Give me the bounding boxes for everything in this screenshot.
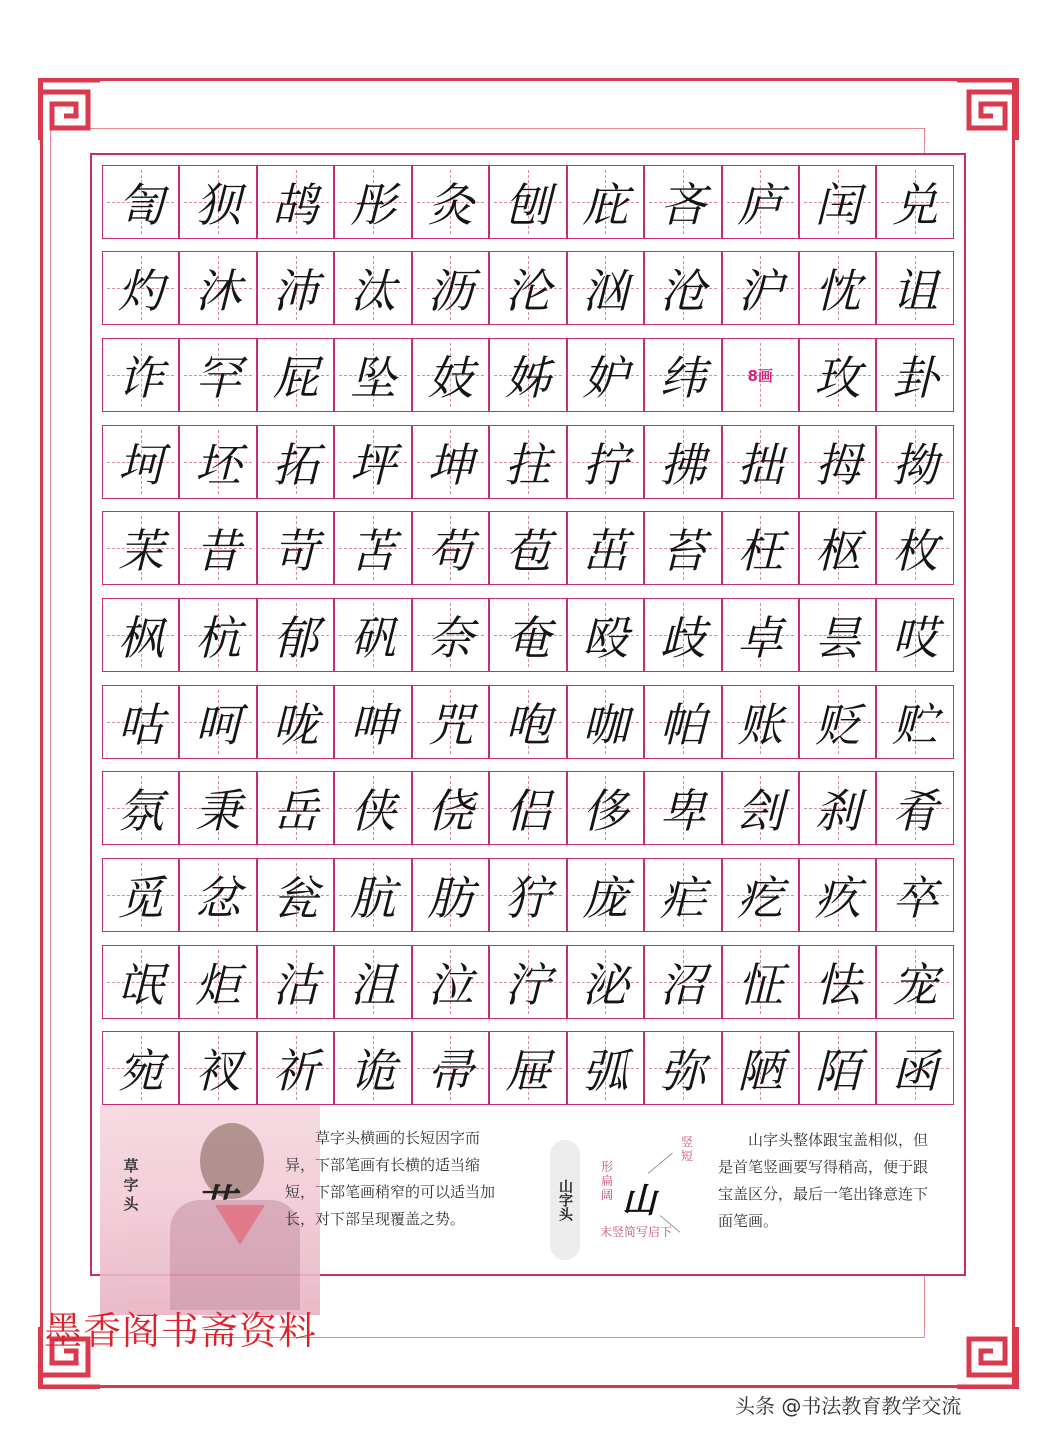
character-text: 矾	[350, 611, 397, 665]
character-text: 坠	[350, 351, 397, 405]
character-text: 杭	[195, 611, 242, 665]
character-text: 忱	[814, 264, 861, 318]
character-text: 觅	[117, 871, 164, 925]
character-cell	[799, 511, 876, 585]
character-cell	[412, 685, 489, 759]
character-cell	[876, 511, 953, 585]
character-cell	[876, 858, 953, 932]
character-cell	[489, 771, 566, 845]
character-cell	[876, 338, 953, 412]
character-text: 苞	[504, 524, 551, 578]
character-text: 苔	[659, 524, 706, 578]
character-text: 呵	[195, 698, 242, 752]
character-text: 秉	[195, 784, 242, 838]
character-cell	[567, 1031, 644, 1105]
character-cell	[179, 1031, 256, 1105]
character-text: 刽	[737, 784, 784, 838]
character-text: 侣	[504, 784, 551, 838]
character-cell	[489, 598, 566, 672]
character-cell	[412, 425, 489, 499]
character-text: 枢	[814, 524, 861, 578]
character-text: 帕	[659, 698, 706, 752]
character-cell	[102, 251, 179, 325]
corner-ornament-top-left	[38, 78, 102, 142]
character-text: 呻	[350, 698, 397, 752]
character-cell	[334, 598, 411, 672]
character-text: 鸪	[272, 178, 319, 232]
character-text: 诈	[117, 351, 164, 405]
character-text: 枉	[737, 524, 784, 578]
character-text: 坪	[350, 438, 397, 492]
character-cell	[876, 598, 953, 672]
character-text: 肮	[350, 871, 397, 925]
source-credit: 头条 @书法教育教学交流	[735, 1394, 962, 1418]
character-text: 狈	[195, 178, 242, 232]
character-cell	[799, 425, 876, 499]
character-cell	[334, 685, 411, 759]
character-text: 拄	[504, 438, 551, 492]
character-text: 苫	[350, 524, 397, 578]
character-text: 怯	[814, 958, 861, 1012]
character-text: 咕	[117, 698, 164, 752]
corner-ornament-top-right	[955, 78, 1019, 142]
shanzitou-title	[550, 1140, 580, 1260]
character-cell	[489, 251, 566, 325]
character-cell	[799, 945, 876, 1019]
character-cell	[722, 1031, 799, 1105]
character-cell	[799, 165, 876, 239]
character-cell	[722, 511, 799, 585]
character-cell	[489, 425, 566, 499]
character-text: 茉	[117, 524, 164, 578]
character-cell	[799, 251, 876, 325]
character-text: 函	[892, 1044, 939, 1098]
character-text: 苛	[272, 524, 319, 578]
character-cell	[102, 425, 179, 499]
character-cell	[489, 338, 566, 412]
character-text: 卓	[737, 611, 784, 665]
character-text: 訇	[117, 178, 164, 232]
grid-row	[102, 165, 954, 239]
character-cell	[722, 685, 799, 759]
character-text: 疟	[659, 871, 706, 925]
character-cell	[257, 165, 334, 239]
character-text: 沪	[737, 264, 784, 318]
annotation-flat-wide: 形扁阔	[600, 1160, 613, 1202]
character-cell	[489, 165, 566, 239]
character-text: 殴	[582, 611, 629, 665]
character-cell	[102, 598, 179, 672]
character-text: 妓	[427, 351, 474, 405]
character-cell	[179, 338, 256, 412]
character-cell	[876, 685, 953, 759]
shanzitou-title-text: 山字头	[557, 1179, 573, 1221]
grid-row	[102, 598, 954, 672]
character-text: 贮	[892, 698, 939, 752]
character-cell	[179, 165, 256, 239]
character-text: 泞	[504, 958, 551, 1012]
character-cell	[102, 685, 179, 759]
character-text: 狞	[504, 871, 551, 925]
character-cell	[257, 945, 334, 1019]
character-cell	[489, 685, 566, 759]
character-text: 疙	[737, 871, 784, 925]
character-cell	[644, 165, 721, 239]
character-cell	[567, 165, 644, 239]
grid-row	[102, 338, 954, 412]
character-text: 灸	[427, 178, 474, 232]
character-cell	[644, 858, 721, 932]
character-text: 汰	[350, 264, 397, 318]
grid-row	[102, 945, 954, 1019]
character-text: 昔	[195, 524, 242, 578]
character-text: 咒	[427, 698, 474, 752]
character-text: 苟	[427, 524, 474, 578]
character-cell	[799, 598, 876, 672]
character-cell	[102, 1031, 179, 1105]
character-cell	[567, 945, 644, 1019]
character-cell	[489, 945, 566, 1019]
character-cell	[644, 511, 721, 585]
character-text: 宠	[892, 958, 939, 1012]
character-text: 刨	[504, 178, 551, 232]
character-cell	[567, 511, 644, 585]
character-cell	[179, 858, 256, 932]
character-text: 拂	[659, 438, 706, 492]
character-cell	[334, 945, 411, 1019]
character-text: 侠	[350, 784, 397, 838]
character-text: 卦	[892, 351, 939, 405]
character-text: 忿	[195, 871, 242, 925]
character-cell	[257, 1031, 334, 1105]
character-text: 卒	[892, 871, 939, 925]
character-cell	[102, 511, 179, 585]
character-text: 帚	[427, 1044, 474, 1098]
character-text: 拇	[814, 438, 861, 492]
character-cell	[644, 598, 721, 672]
character-cell	[257, 771, 334, 845]
character-cell	[567, 685, 644, 759]
corner-ornament-bottom-right	[955, 1325, 1019, 1389]
character-cell	[412, 771, 489, 845]
character-cell	[257, 425, 334, 499]
character-cell	[799, 771, 876, 845]
character-text: 岳	[272, 784, 319, 838]
grid-row	[102, 685, 954, 759]
character-text: 吝	[659, 178, 706, 232]
character-text: 衩	[195, 1044, 242, 1098]
character-text: 玫	[814, 351, 861, 405]
character-cell	[644, 685, 721, 759]
character-cell	[102, 858, 179, 932]
character-text: 茁	[582, 524, 629, 578]
character-cell	[799, 338, 876, 412]
character-text: 沽	[272, 958, 319, 1012]
character-text: 庐	[737, 178, 784, 232]
character-text: 罕	[195, 351, 242, 405]
character-cell	[179, 771, 256, 845]
character-cell	[644, 251, 721, 325]
character-text: 肪	[427, 871, 474, 925]
character-text: 祈	[272, 1044, 319, 1098]
character-cell	[799, 1031, 876, 1105]
character-text: 肴	[892, 784, 939, 838]
character-text: 纬	[659, 351, 706, 405]
character-cell	[644, 1031, 721, 1105]
character-cell	[876, 251, 953, 325]
character-cell	[257, 858, 334, 932]
character-text: 坯	[195, 438, 242, 492]
character-text: 灼	[117, 264, 164, 318]
character-cell	[334, 1031, 411, 1105]
annotation-line-1	[648, 1153, 673, 1174]
character-text: 咆	[504, 698, 551, 752]
character-text: 妒	[582, 351, 629, 405]
character-text: 刹	[814, 784, 861, 838]
character-text: 沛	[272, 264, 319, 318]
character-text: 弥	[659, 1044, 706, 1098]
character-text: 沧	[659, 264, 706, 318]
character-cell	[412, 251, 489, 325]
character-text: 奈	[427, 611, 474, 665]
character-text: 咖	[582, 698, 629, 752]
character-text: 拙	[737, 438, 784, 492]
character-text: 账	[737, 698, 784, 752]
character-cell	[257, 511, 334, 585]
character-text: 炬	[195, 958, 242, 1012]
character-cell	[876, 165, 953, 239]
character-cell	[567, 338, 644, 412]
character-text: 诡	[350, 1044, 397, 1098]
character-text: 氓	[117, 958, 164, 1012]
character-text: 氛	[117, 784, 164, 838]
character-cell	[644, 771, 721, 845]
character-text: 弧	[582, 1044, 629, 1098]
grid-row	[102, 771, 954, 845]
character-cell	[567, 251, 644, 325]
character-text: 歧	[659, 611, 706, 665]
character-text: 陋	[737, 1044, 784, 1098]
character-cell	[102, 338, 179, 412]
stroke-count-label	[722, 338, 799, 412]
annotation-vertical-short: 竖短	[680, 1135, 693, 1163]
character-text: 奄	[504, 611, 551, 665]
character-cell	[334, 251, 411, 325]
character-text: 哎	[892, 611, 939, 665]
character-text: 枫	[117, 611, 164, 665]
character-text: 沐	[195, 264, 242, 318]
character-cell	[876, 771, 953, 845]
character-cell	[412, 1031, 489, 1105]
character-cell	[567, 771, 644, 845]
character-text: 屁	[272, 351, 319, 405]
caozitou-title: 草字头	[123, 1157, 139, 1213]
character-text: 闰	[814, 178, 861, 232]
character-cell	[644, 945, 721, 1019]
character-cell	[722, 165, 799, 239]
character-cell	[567, 858, 644, 932]
character-cell	[179, 511, 256, 585]
character-cell	[722, 598, 799, 672]
character-text: 拗	[892, 438, 939, 492]
character-cell	[334, 858, 411, 932]
grid-row	[102, 425, 954, 499]
character-cell	[412, 511, 489, 585]
stroke-explanations	[100, 1105, 960, 1305]
character-text: 疚	[814, 871, 861, 925]
character-text: 卑	[659, 784, 706, 838]
character-cell	[257, 598, 334, 672]
character-cell	[876, 1031, 953, 1105]
grid-row	[102, 858, 954, 932]
character-cell	[412, 598, 489, 672]
character-cell	[489, 511, 566, 585]
character-cell	[567, 425, 644, 499]
character-text: 拓	[272, 438, 319, 492]
watermark-text: 墨香阁书斋资料	[44, 1309, 318, 1353]
grid-row	[102, 251, 954, 325]
shanzitou-glyph: 山	[622, 1181, 656, 1221]
grid-row	[102, 1031, 954, 1105]
character-cell	[722, 771, 799, 845]
character-cell	[722, 251, 799, 325]
character-text: 沥	[427, 264, 474, 318]
character-cell	[179, 251, 256, 325]
character-cell	[722, 425, 799, 499]
character-text: 汹	[582, 264, 629, 318]
character-text: 郁	[272, 611, 319, 665]
character-text: 兑	[892, 178, 939, 232]
character-text: 沮	[350, 958, 397, 1012]
character-cell	[876, 425, 953, 499]
character-cell	[876, 945, 953, 1019]
caozitou-description: 草字头横画的长短因字而异，下部笔画有长横的适当缩短，下部笔画稍窄的可以适当加长，对下部呈现覆盖之势。	[285, 1129, 496, 1228]
character-cell	[179, 598, 256, 672]
character-text: 彤	[350, 178, 397, 232]
character-cell	[567, 598, 644, 672]
character-text: 庇	[582, 178, 629, 232]
character-cell	[334, 771, 411, 845]
character-text: 屉	[504, 1044, 551, 1098]
character-text: 陌	[814, 1044, 861, 1098]
shanzitou-description: 山字头整体跟宝盖相似，但是首笔竖画要写得稍高，便于跟宝盖区分，最后一笔出锋意连下面笔画。	[718, 1131, 929, 1230]
character-cell	[334, 425, 411, 499]
character-cell	[489, 858, 566, 932]
character-cell	[257, 251, 334, 325]
character-cell	[102, 165, 179, 239]
character-text: 8画	[747, 366, 773, 385]
character-cell	[799, 858, 876, 932]
character-cell	[412, 858, 489, 932]
character-cell	[722, 945, 799, 1019]
character-cell	[179, 945, 256, 1019]
character-text: 贬	[814, 698, 861, 752]
caozitou-glyph: 艹	[195, 1181, 235, 1228]
character-cell	[644, 425, 721, 499]
character-text: 坤	[427, 438, 474, 492]
character-cell	[412, 338, 489, 412]
character-text: 侈	[582, 784, 629, 838]
character-text: 沼	[659, 958, 706, 1012]
character-text: 瓮	[272, 871, 319, 925]
character-cell	[644, 338, 721, 412]
character-cell	[257, 338, 334, 412]
character-text: 坷	[117, 438, 164, 492]
character-cell	[257, 685, 334, 759]
character-cell	[102, 945, 179, 1019]
character-text: 庞	[582, 871, 629, 925]
character-cell	[102, 771, 179, 845]
character-cell	[179, 685, 256, 759]
character-text: 诅	[892, 264, 939, 318]
character-text: 姊	[504, 351, 551, 405]
character-cell	[722, 858, 799, 932]
character-cell	[179, 425, 256, 499]
character-cell	[334, 165, 411, 239]
character-text: 枚	[892, 524, 939, 578]
grid-row	[102, 511, 954, 585]
character-cell	[799, 685, 876, 759]
character-text: 侥	[427, 784, 474, 838]
character-cell	[412, 165, 489, 239]
character-cell	[334, 511, 411, 585]
character-cell	[412, 945, 489, 1019]
character-text: 咙	[272, 698, 319, 752]
character-text: 昙	[814, 611, 861, 665]
character-text: 拧	[582, 438, 629, 492]
character-text: 泣	[427, 958, 474, 1012]
character-text: 怔	[737, 958, 784, 1012]
character-text: 宛	[117, 1044, 164, 1098]
character-text: 泌	[582, 958, 629, 1012]
character-cell	[489, 1031, 566, 1105]
character-cell	[334, 338, 411, 412]
character-text: 沦	[504, 264, 551, 318]
annotation-last-vertical: 末竖简写启下	[600, 1225, 673, 1239]
